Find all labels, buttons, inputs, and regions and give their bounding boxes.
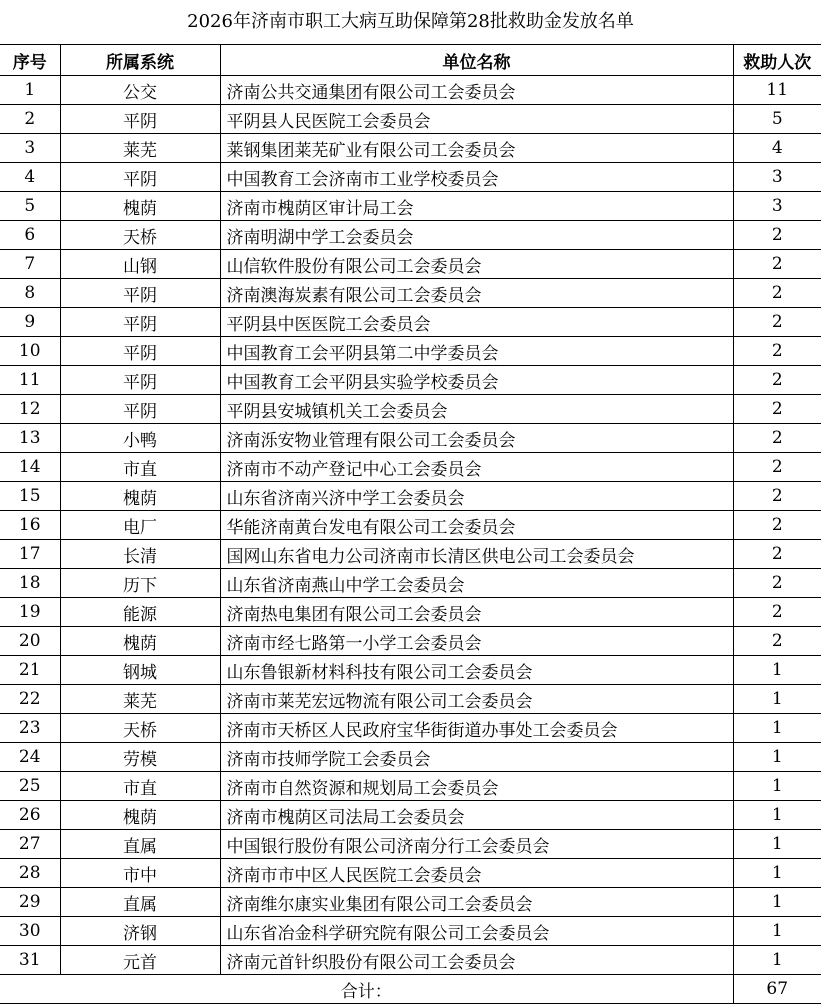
cell-unit: 济南市经七路第一小学工会委员会 <box>220 627 733 656</box>
cell-index: 19 <box>0 598 60 627</box>
cell-index: 7 <box>0 250 60 279</box>
cell-system: 莱芜 <box>60 134 220 163</box>
table-row <box>0 714 821 743</box>
cell-count: 1 <box>733 685 821 714</box>
cell-unit: 山东省济南兴济中学工会委员会 <box>220 482 733 511</box>
table-row <box>0 888 821 917</box>
cell-unit: 中国教育工会平阴县第二中学委员会 <box>220 337 733 366</box>
cell-index: 29 <box>0 888 60 917</box>
total-value: 67 <box>733 975 821 1004</box>
cell-system: 小鸭 <box>60 424 220 453</box>
cell-system: 莱芜 <box>60 685 220 714</box>
relief-table <box>0 45 821 1004</box>
cell-count: 1 <box>733 859 821 888</box>
header-system: 所属系统 <box>60 45 220 76</box>
cell-unit: 济南热电集团有限公司工会委员会 <box>220 598 733 627</box>
cell-unit: 济南元首针织股份有限公司工会委员会 <box>220 946 733 975</box>
cell-index: 30 <box>0 917 60 946</box>
cell-unit: 济南市天桥区人民政府宝华街街道办事处工会委员会 <box>220 714 733 743</box>
cell-index: 31 <box>0 946 60 975</box>
cell-count: 1 <box>733 714 821 743</box>
header-unit: 单位名称 <box>220 45 733 76</box>
table-row <box>0 743 821 772</box>
table-row <box>0 946 821 975</box>
table-row <box>0 192 821 221</box>
cell-unit: 山东鲁银新材料科技有限公司工会委员会 <box>220 656 733 685</box>
cell-unit: 华能济南黄台发电有限公司工会委员会 <box>220 511 733 540</box>
cell-unit: 中国教育工会济南市工业学校委员会 <box>220 163 733 192</box>
table-row <box>0 395 821 424</box>
cell-count: 2 <box>733 598 821 627</box>
table-row <box>0 772 821 801</box>
table-row <box>0 250 821 279</box>
cell-unit: 平阴县中医医院工会委员会 <box>220 308 733 337</box>
table-row <box>0 685 821 714</box>
cell-unit: 山东省济南燕山中学工会委员会 <box>220 569 733 598</box>
cell-index: 8 <box>0 279 60 308</box>
cell-count: 3 <box>733 192 821 221</box>
cell-count: 2 <box>733 540 821 569</box>
cell-count: 2 <box>733 366 821 395</box>
cell-count: 1 <box>733 772 821 801</box>
cell-system: 钢城 <box>60 656 220 685</box>
cell-count: 1 <box>733 743 821 772</box>
cell-system: 济钢 <box>60 917 220 946</box>
cell-unit: 中国教育工会平阴县实验学校委员会 <box>220 366 733 395</box>
cell-count: 2 <box>733 279 821 308</box>
cell-index: 21 <box>0 656 60 685</box>
cell-system: 槐荫 <box>60 192 220 221</box>
table-row <box>0 134 821 163</box>
table-row <box>0 598 821 627</box>
cell-index: 5 <box>0 192 60 221</box>
total-row <box>0 975 821 1004</box>
cell-index: 17 <box>0 540 60 569</box>
cell-system: 平阴 <box>60 105 220 134</box>
cell-unit: 济南维尔康实业集团有限公司工会委员会 <box>220 888 733 917</box>
cell-index: 23 <box>0 714 60 743</box>
cell-unit: 济南市市中区人民医院工会委员会 <box>220 859 733 888</box>
header-index: 序号 <box>0 45 60 76</box>
cell-count: 1 <box>733 801 821 830</box>
cell-count: 5 <box>733 105 821 134</box>
cell-system: 市直 <box>60 772 220 801</box>
cell-index: 24 <box>0 743 60 772</box>
cell-index: 15 <box>0 482 60 511</box>
table-row <box>0 482 821 511</box>
total-label: 合计： <box>0 975 733 1004</box>
cell-unit: 济南市不动产登记中心工会委员会 <box>220 453 733 482</box>
cell-index: 6 <box>0 221 60 250</box>
cell-index: 4 <box>0 163 60 192</box>
cell-index: 13 <box>0 424 60 453</box>
cell-system: 平阴 <box>60 395 220 424</box>
cell-count: 4 <box>733 134 821 163</box>
cell-system: 平阴 <box>60 279 220 308</box>
cell-unit: 平阴县安城镇机关工会委员会 <box>220 395 733 424</box>
table-row <box>0 569 821 598</box>
cell-system: 市直 <box>60 453 220 482</box>
cell-count: 2 <box>733 424 821 453</box>
cell-system: 槐荫 <box>60 627 220 656</box>
table-row <box>0 801 821 830</box>
cell-count: 2 <box>733 511 821 540</box>
cell-system: 山钢 <box>60 250 220 279</box>
document-title: 2026年济南市职工大病互助保障第28批救助金发放名单 <box>0 0 821 45</box>
cell-system: 公交 <box>60 76 220 105</box>
table-row <box>0 511 821 540</box>
cell-count: 2 <box>733 482 821 511</box>
cell-index: 14 <box>0 453 60 482</box>
cell-count: 2 <box>733 337 821 366</box>
cell-index: 28 <box>0 859 60 888</box>
cell-count: 3 <box>733 163 821 192</box>
cell-unit: 山信软件股份有限公司工会委员会 <box>220 250 733 279</box>
cell-index: 18 <box>0 569 60 598</box>
cell-unit: 济南市自然资源和规划局工会委员会 <box>220 772 733 801</box>
cell-system: 平阴 <box>60 163 220 192</box>
table-row <box>0 221 821 250</box>
cell-system: 能源 <box>60 598 220 627</box>
cell-index: 9 <box>0 308 60 337</box>
cell-index: 25 <box>0 772 60 801</box>
cell-system: 长清 <box>60 540 220 569</box>
cell-system: 市中 <box>60 859 220 888</box>
cell-index: 20 <box>0 627 60 656</box>
cell-unit: 国网山东省电力公司济南市长清区供电公司工会委员会 <box>220 540 733 569</box>
cell-count: 1 <box>733 830 821 859</box>
header-count: 救助人次 <box>733 45 821 76</box>
table-row <box>0 540 821 569</box>
cell-index: 27 <box>0 830 60 859</box>
cell-system: 平阴 <box>60 337 220 366</box>
cell-count: 2 <box>733 221 821 250</box>
cell-count: 1 <box>733 656 821 685</box>
cell-count: 2 <box>733 569 821 598</box>
table-row <box>0 76 821 105</box>
cell-system: 直属 <box>60 888 220 917</box>
table-row <box>0 279 821 308</box>
table-header-row <box>0 45 821 76</box>
cell-system: 平阴 <box>60 366 220 395</box>
cell-count: 2 <box>733 453 821 482</box>
table-row <box>0 337 821 366</box>
table-row <box>0 366 821 395</box>
table-row <box>0 424 821 453</box>
cell-count: 2 <box>733 395 821 424</box>
cell-unit: 济南明湖中学工会委员会 <box>220 221 733 250</box>
cell-unit: 济南市莱芜宏远物流有限公司工会委员会 <box>220 685 733 714</box>
cell-system: 天桥 <box>60 221 220 250</box>
cell-index: 22 <box>0 685 60 714</box>
cell-unit: 平阴县人民医院工会委员会 <box>220 105 733 134</box>
cell-count: 1 <box>733 888 821 917</box>
cell-index: 16 <box>0 511 60 540</box>
cell-unit: 济南市槐荫区审计局工会 <box>220 192 733 221</box>
table-row <box>0 830 821 859</box>
cell-system: 劳模 <box>60 743 220 772</box>
table-row <box>0 917 821 946</box>
cell-index: 12 <box>0 395 60 424</box>
table-row <box>0 627 821 656</box>
cell-count: 11 <box>733 76 821 105</box>
cell-unit: 莱钢集团莱芜矿业有限公司工会委员会 <box>220 134 733 163</box>
cell-count: 2 <box>733 250 821 279</box>
cell-index: 26 <box>0 801 60 830</box>
table-row <box>0 859 821 888</box>
cell-system: 槐荫 <box>60 801 220 830</box>
cell-system: 直属 <box>60 830 220 859</box>
cell-index: 2 <box>0 105 60 134</box>
cell-system: 平阴 <box>60 308 220 337</box>
cell-index: 10 <box>0 337 60 366</box>
cell-unit: 济南泺安物业管理有限公司工会委员会 <box>220 424 733 453</box>
table-row <box>0 656 821 685</box>
cell-count: 1 <box>733 946 821 975</box>
cell-unit: 山东省冶金科学研究院有限公司工会委员会 <box>220 917 733 946</box>
table-row <box>0 453 821 482</box>
table-body <box>0 76 821 975</box>
cell-system: 电厂 <box>60 511 220 540</box>
cell-unit: 济南市技师学院工会委员会 <box>220 743 733 772</box>
cell-index: 3 <box>0 134 60 163</box>
cell-index: 1 <box>0 76 60 105</box>
table-row <box>0 308 821 337</box>
table-row <box>0 105 821 134</box>
cell-count: 2 <box>733 627 821 656</box>
cell-count: 2 <box>733 308 821 337</box>
cell-system: 历下 <box>60 569 220 598</box>
cell-system: 天桥 <box>60 714 220 743</box>
cell-unit: 济南市槐荫区司法局工会委员会 <box>220 801 733 830</box>
cell-unit: 中国银行股份有限公司济南分行工会委员会 <box>220 830 733 859</box>
cell-count: 1 <box>733 917 821 946</box>
cell-unit: 济南公共交通集团有限公司工会委员会 <box>220 76 733 105</box>
cell-system: 槐荫 <box>60 482 220 511</box>
cell-system: 元首 <box>60 946 220 975</box>
cell-unit: 济南澳海炭素有限公司工会委员会 <box>220 279 733 308</box>
table-row <box>0 163 821 192</box>
cell-index: 11 <box>0 366 60 395</box>
